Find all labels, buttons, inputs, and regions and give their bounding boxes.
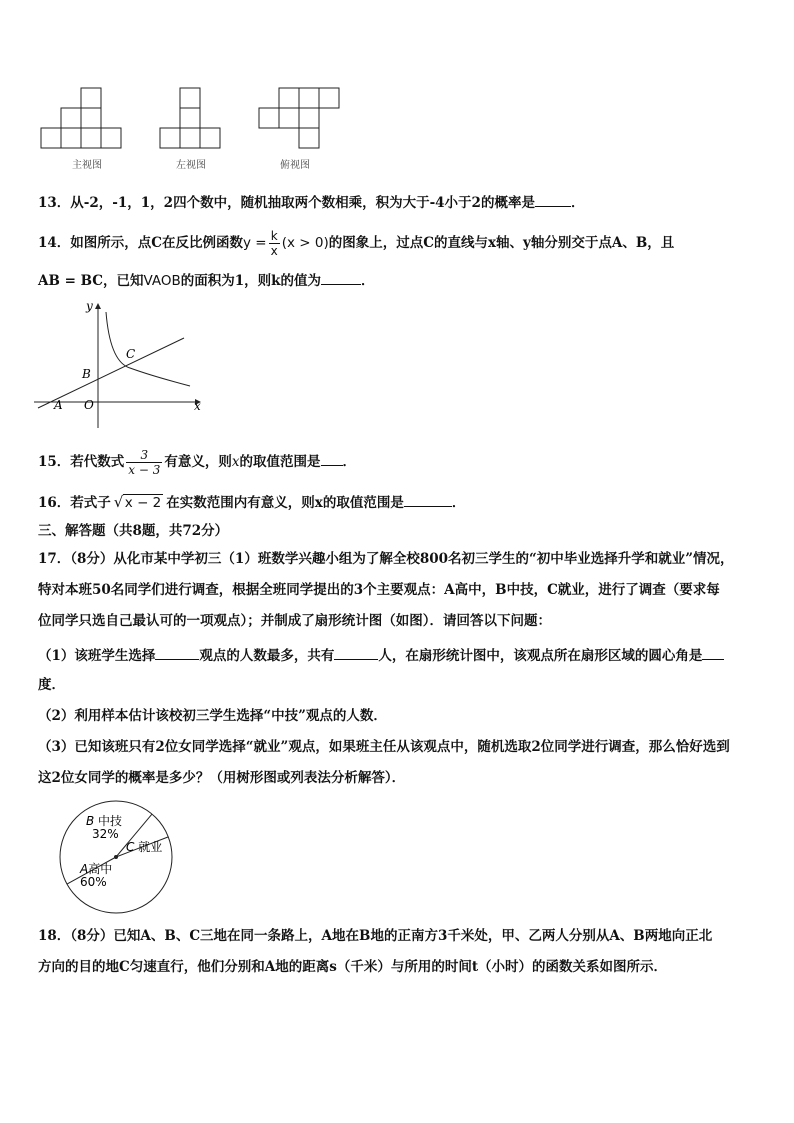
q13-answer-blank[interactable] [535, 192, 571, 207]
top-view [259, 88, 339, 148]
q17-line2: 特对本班50名同学们进行调查，根据全班同学提出的3个主要观点：A高中，B中技，C就业，进行了调查（要求每 [38, 582, 720, 598]
pie-label-b: B 中技 [86, 814, 123, 828]
front-view-caption: 主视图 [72, 160, 102, 171]
q17-blank-2[interactable] [334, 645, 378, 660]
graph-point-a: A [54, 398, 63, 412]
three-views-figure [38, 86, 358, 156]
q13-end: ． [570, 195, 585, 211]
q18-line1: 18．（8分）已知A、B、C三地在同一条路上，A地在B地的正南方3千米处，甲、乙两人分别从A、B两地向正北 [38, 928, 713, 944]
q16-radicand: x − 2 [124, 495, 162, 511]
q14-answer-blank[interactable] [321, 270, 361, 285]
graph-x-label: x [194, 399, 201, 413]
q16-part1: 16．若式子 [38, 495, 111, 511]
front-view [41, 88, 121, 148]
pie-label-a: A高中 [80, 862, 113, 876]
q14-func-cond: (x > 0) [281, 235, 329, 251]
question-16 [38, 492, 465, 513]
q17-blank-1[interactable] [155, 645, 199, 660]
question-14-line1 [38, 228, 674, 258]
q14-triangle: VAOB [143, 273, 181, 289]
q17-line1: 17．（8分）从化市某中学初三（1）班数学兴趣小组为了解全校800名初三学生的“初中毕业选择升学和就业”情况， [38, 551, 734, 567]
left-view [160, 88, 220, 148]
q15-part1: 15．若代数式 [38, 454, 125, 470]
left-view-caption: 左视图 [176, 160, 206, 171]
question-13 [38, 192, 584, 213]
q17-line3: 位同学只选自己最认可的一项观点）；并制成了扇形统计图（如图）．请回答以下问题： [38, 613, 551, 629]
q16-part2: 在实数范围内有意义，则x的取值范围是 [166, 495, 404, 511]
q17-sub1-b: 观点的人数最多，共有 [199, 648, 335, 664]
q14-func-lhs: y = [243, 235, 267, 251]
pie-value-b: 32% [92, 827, 119, 841]
pie-label-c: C 就业 [126, 840, 163, 854]
q14-part1: 14．如图所示，点C在反比例函数 [38, 235, 244, 251]
hyperbola-curve [106, 312, 190, 386]
q15-part2: 有意义，则 [164, 454, 232, 470]
top-view-caption: 俯视图 [280, 160, 310, 171]
q16-answer-blank[interactable] [404, 492, 452, 507]
question-15 [38, 446, 356, 478]
q17-sub1-c: 人，在扇形统计图中，该观点所在扇形区域的圆心角是 [378, 648, 703, 664]
q17-blank-3[interactable] [702, 645, 724, 660]
q15-frac-num: 3 [126, 448, 162, 463]
q17-sub3-line1: （3）已知该班只有2位女同学选择“就业”观点，如果班主任从该观点中，随机选取2位同学进行调查，那么恰好选到 [38, 739, 730, 755]
q15-end: ． [342, 454, 357, 470]
q15-var: x [231, 454, 240, 470]
q15-frac-den: x − 3 [128, 463, 161, 477]
q14-graph [34, 298, 210, 430]
q14-line2b: 的面积为1，则k的值为 [180, 273, 322, 289]
q13-text: 13．从-2，-1，1，2四个数中，随机抽取两个数相乘，积为大于-4小于2的概率是 [38, 195, 535, 211]
pie-center-dot [114, 855, 118, 859]
sqrt-icon: √ [113, 493, 124, 511]
q15-answer-blank[interactable] [321, 451, 343, 466]
q18-line2: 方向的目的地C匀速直行，他们分别和A地的距离s（千米）与所用的时间t（小时）的函数关系如图所示． [38, 959, 668, 975]
graph-point-c: C [126, 347, 136, 361]
q17-sub1-a: （1）该班学生选择 [38, 648, 156, 664]
q17-sub3-line2: 这2位女同学的概率是多少？（用树形图或列表法分析解答）． [38, 770, 406, 786]
q16-sqrt [114, 493, 163, 513]
q15-part3: 的取值范围是 [239, 454, 321, 470]
q14-fraction [269, 229, 280, 258]
q14-end: ． [361, 273, 375, 289]
graph-point-o: O [84, 398, 94, 412]
pie-chart [50, 797, 190, 917]
q16-end: ． [451, 495, 466, 511]
graph-point-b: B [82, 367, 91, 381]
q14-frac-den: x [270, 244, 278, 258]
pie-value-a: 60% [80, 875, 107, 889]
q15-fraction [126, 448, 162, 477]
question-14-line2 [38, 270, 375, 291]
q14-part2: 的图象上，过点C的直线与x轴、y轴分别交于点A、B，且 [328, 235, 675, 251]
section-3-heading: 三、解答题（共8题，共72分） [38, 523, 229, 539]
q14-line2a: AB = BC，已知 [38, 273, 144, 289]
q14-frac-num: k [269, 229, 280, 244]
q17-sub2: （2）利用样本估计该校初三学生选择“中技”观点的人数． [38, 708, 387, 724]
graph-y-label: y [86, 299, 93, 313]
q17-sub1-end: 度． [38, 677, 65, 693]
q17-sub1 [38, 645, 724, 666]
